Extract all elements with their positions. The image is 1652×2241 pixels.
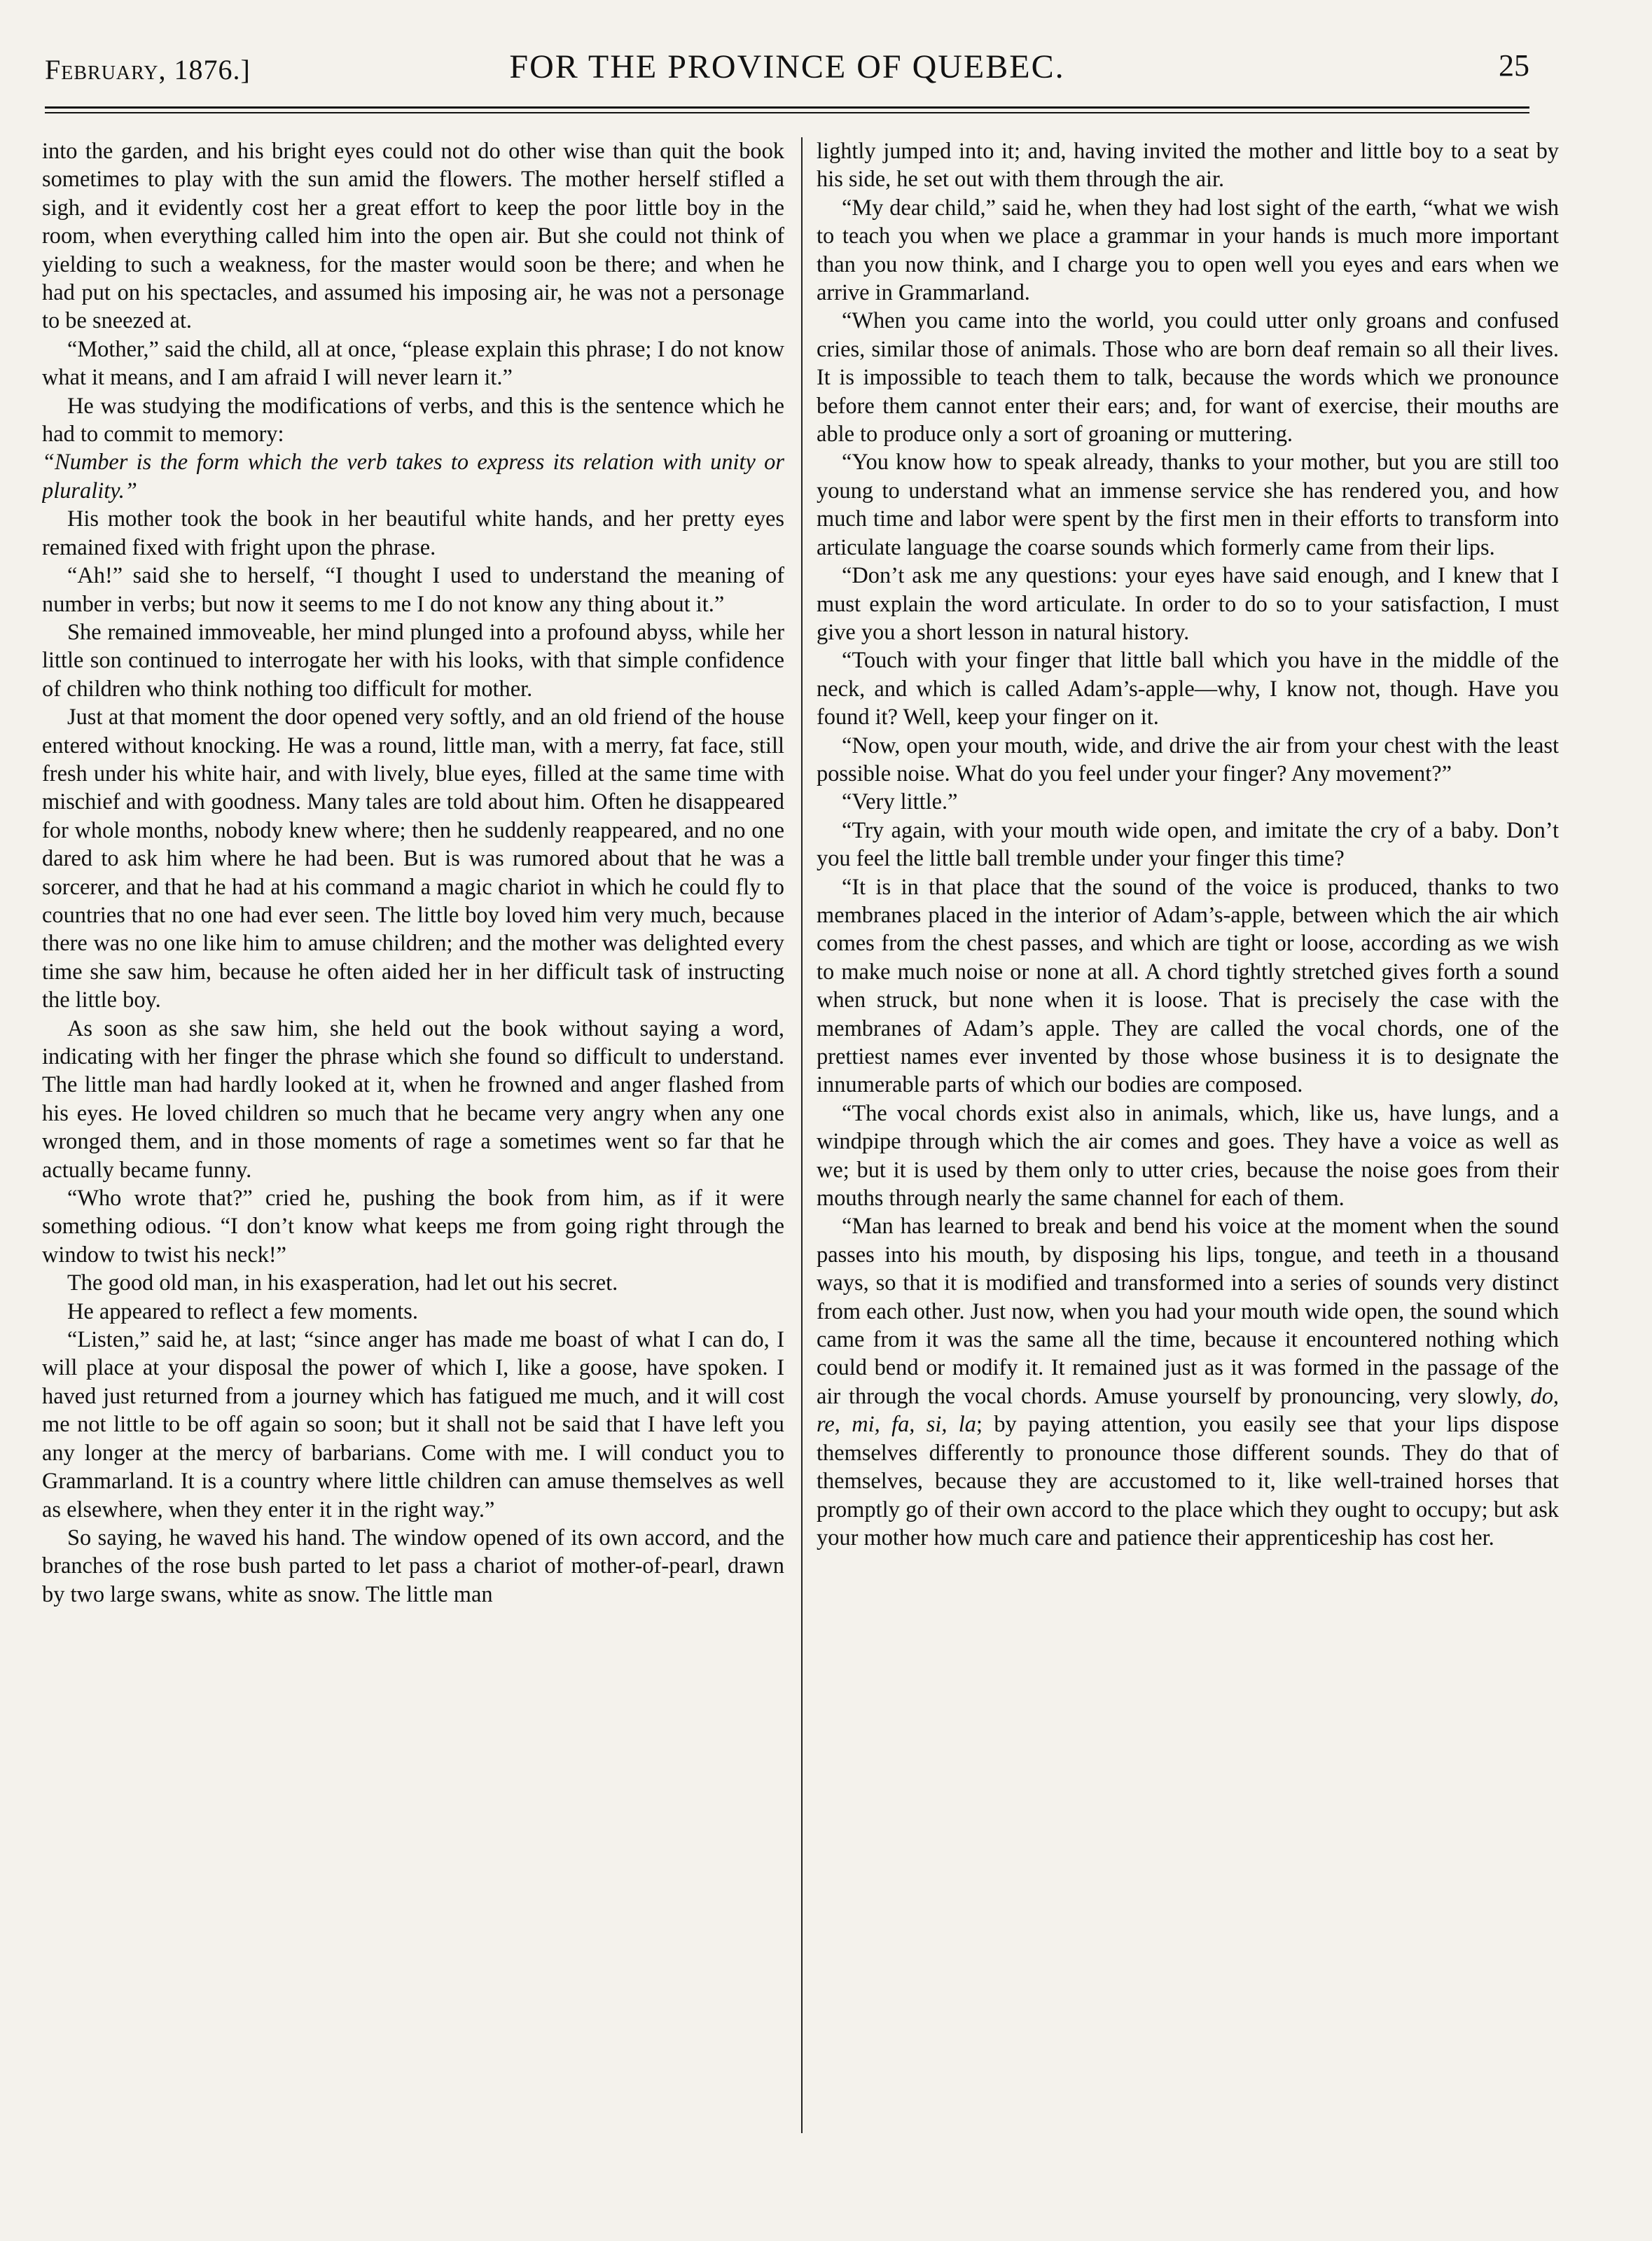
paragraph: “Now, open your mouth, wide, and drive the air from your chest with the least possible noise. What do you feel under your finger? Any movement?” — [817, 733, 1559, 786]
paragraph: “Try again, with your mouth wide open, and imitate the cry of a baby. Don’t you feel the little ball tremble under your finger this time? — [817, 817, 1559, 872]
paragraph: He was studying the modifications of verbs, and this is the sentence which he had to commit to memory: — [42, 393, 784, 447]
left-column — [42, 137, 784, 2140]
paragraph: “Touch with your finger that little ball which you have in the middle of the neck, and which is called Adam’s-apple—why, I know not, though. Have you found it? Well, keep your finger on it. — [817, 648, 1559, 730]
paragraph: into the garden, and his bright eyes could not do other wise than quit the book sometimes to play with the sun amid the flowers. The mother herself stifled a sigh, and it evidently cost her a great effort to keep the poor little boy in the room, when everything called him into the open air. But she could not think of yielding to such a weakness, for the master would soon be there; and when he had put on his spectacles, and assumed his imposing air, he was not a personage to be sneezed at. — [42, 139, 784, 334]
paragraph: “Listen,” said he, at last; “since anger has made me boast of what I can do, I will place at your disposal the power of which I, like a goose, have spoken. I haved just returned from a journey which has fatigued me much, and it will cost me not little to be off again so soon; but it shall not be said that I have left you any longer at the mercy of barbarians. Come with me. I will conduct you to Grammarland. It is a country where little children can amuse themselves as well as elsewhere, when they enter it in the right way.” — [42, 1327, 784, 1522]
header-rule-top — [45, 106, 1529, 109]
paragraph: He appeared to reflect a few moments. — [67, 1298, 418, 1324]
column-divider — [801, 137, 803, 2133]
paragraph: “When you came into the world, you could utter only groans and confused cries, similar those of animals. Those who are born deaf remain so all their lives. It is impossible to teach them to talk, because the words which we pronounce before them cannot enter their ears; and, for want of exercise, their mouths are able to produce only a sort of groaning or muttering. — [817, 308, 1559, 447]
paragraph: “You know how to speak already, thanks to your mother, but you are still too young to understand what an immense service she has rendered you, and how much time and labor were spent by the first men in their efforts to transform into articulate language the coarse sounds which formerly came from their lips. — [817, 450, 1559, 560]
page-header — [45, 45, 1529, 101]
paragraph: His mother took the book in her beautiful white hands, and her pretty eyes remained fixed with fright upon the phrase. — [42, 506, 784, 560]
paragraph-text: “Man has learned to break and bend his voice at the moment when the sound passes into his mouth, by disposing his lips, tongue, and teeth in a thousand ways, so that it is modified and transformed into a series of sounds very distinct from each other. Just now, when you had your mouth wide open, the sound which came from it was the same all the time, because it encountered nothing which could bend or modify it. It remained just as it was formed in the passage of the air through the vocal chords. Amuse yourself by pronouncing, very slowly, — [817, 1214, 1559, 1409]
quoted-rule: “Number is the form which the verb takes to express its relation with unity or plurality.” — [42, 450, 784, 504]
quote-paragraph — [42, 448, 784, 505]
paragraph: As soon as she saw him, she held out the book without saying a word, indicating with her finger the phrase which she found so difficult to understand. The little man had hardly looked at it, when he frowned and anger flashed from his eyes. He loved children so much that he became very angry when any one wronged them, and in those moments of rage a sometimes went so far that he actually became funny. — [42, 1015, 784, 1183]
paragraph: “Don’t ask me any questions: your eyes have said enough, and I knew that I must explain the word articulate. In order to do so to your satisfaction, I must give you a short lesson in natural history. — [817, 563, 1559, 645]
paragraph-tail: ; by paying attention, you easily see that your lips dispose themselves differently to pronounce those different sounds. They do that of themselves, because they are accustomed to it, like well-trained horses that promptly go of their own accord to the place which they ought to occupy; but ask your mother how much care and patience their apprenticeship has cost her. — [817, 1412, 1559, 1550]
right-column — [817, 137, 1559, 2140]
paragraph: Just at that moment the door opened very softly, and an old friend of the house entered without knocking. He was a round, little man, with a merry, fat face, still fresh under his white hair, and with lively, blue eyes, filled at the same time with mischief and with goodness. Many tales are told about him. Often he disappeared for whole months, nobody knew where; then he suddenly reappeared, and no one dared to ask him where he had been. But is was rumored about that he was a sorcerer, and that he had at his command a magic chariot in which he could fly to countries that no one had ever seen. The little boy loved him very much, because there was no one like him to amuse children; and the mother was delighted every time she saw him, because he often aided her in her difficult task of instructing the little boy. — [42, 705, 784, 1013]
paragraph: She remained immoveable, her mind plunged into a profound abyss, while her little son continued to interrogate her with his looks, with that simple confidence of children who think nothing too difficult for mother. — [42, 619, 784, 702]
paragraph: “Who wrote that?” cried he, pushing the book from him, as if it were something odious. “I don’t know what keeps me from going right through the window to twist his neck!” — [42, 1186, 784, 1268]
paragraph: “Mother,” said the child, all at once, “please explain this phrase; I do not know what it means, and I am afraid I will never learn it.” — [42, 336, 784, 391]
header-title: FOR THE PROVINCE OF QUEBEC. — [509, 48, 1065, 85]
paragraph: “My dear child,” said he, when they had lost sight of the earth, “what we wish to teach you when we place a grammar in your hands is much more important than you now think, and I charge you to open well you eyes and ears when we arrive in Grammarland. — [817, 195, 1559, 306]
paragraph: So saying, he waved his hand. The window opened of its own accord, and the branches of the rose bush parted to let pass a chariot of mother-of-pearl, drawn by two large swans, white as snow. The little man — [42, 1525, 784, 1607]
paragraph-last — [817, 1212, 1559, 1552]
paragraph: “Ah!” said she to herself, “I thought I used to understand the meaning of number in verbs; but now it seems to me I do not know any thing about it.” — [42, 563, 784, 617]
page-number: 25 — [1499, 48, 1529, 83]
paragraph: “Very little.” — [842, 789, 958, 815]
paragraph: The good old man, in his exasperation, had let out his secret. — [67, 1270, 618, 1296]
paragraph: lightly jumped into it; and, having invited the mother and little boy to a seat by his side, he set out with them through the air. — [817, 139, 1559, 193]
header-date: February, 1876.] — [45, 54, 251, 85]
paragraph: “It is in that place that the sound of the voice is produced, thanks to two membranes placed in the interior of Adam’s-apple, between which the air which comes from the chest passes, and which are tight or loose, according as we wish to make much noise or none at all. A chord tightly stretched gives forth a sound when struck, but none when it is loose. That is precisely the case with the membranes of Adam’s apple. They are called the vocal chords, one of the prettiest names ever invented by those whose business it is to designate the innumerable parts of which our bodies are composed. — [817, 874, 1559, 1098]
header-rule-bottom — [45, 112, 1529, 113]
paragraph: “The vocal chords exist also in animals, which, like us, have lungs, and a windpipe through which the air comes and goes. They have a voice as well as we; but it is used by them only to utter cries, because the noise goes from their mouths through nearly the same channel for each of them. — [817, 1100, 1559, 1212]
solfege-syllables: do, re, mi, fa, si, la — [817, 1383, 1559, 1438]
